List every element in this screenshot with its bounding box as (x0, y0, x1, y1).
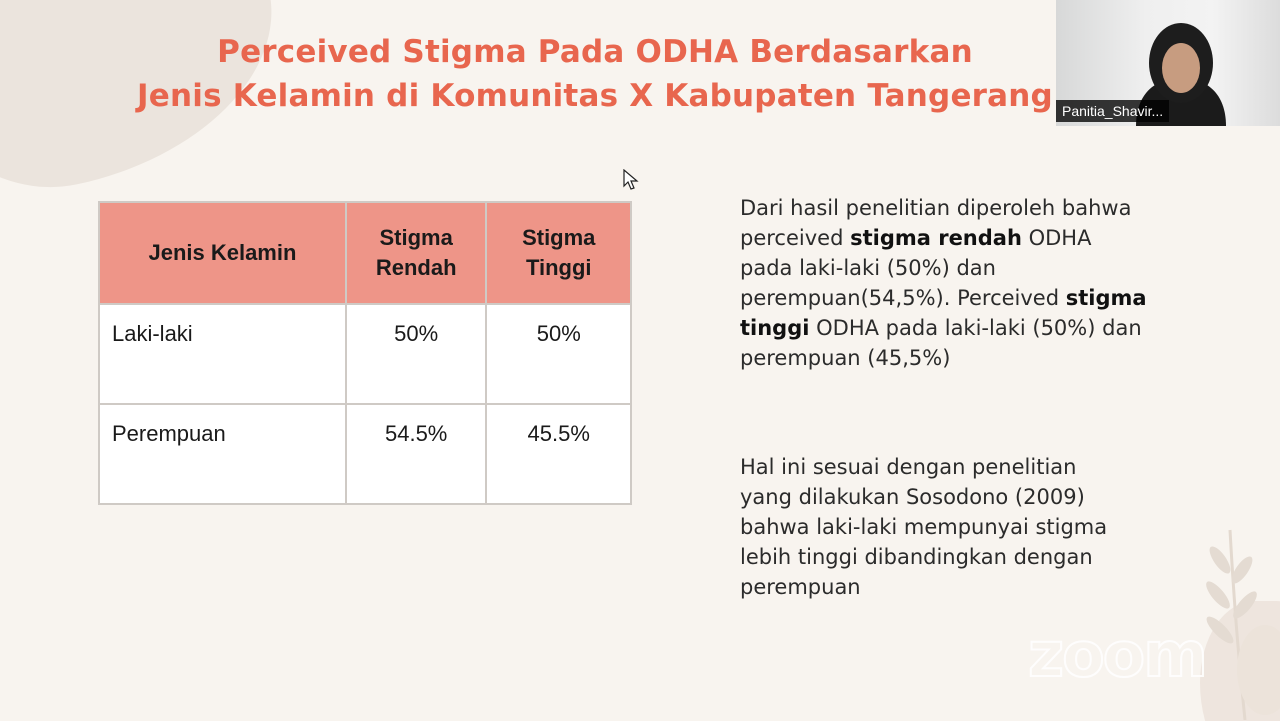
column-header: Stigma Rendah (346, 202, 487, 304)
paragraph-text: Dari hasil penelitian diperoleh bahwa perceived (740, 196, 1132, 250)
table-cell: 50% (486, 304, 631, 404)
participant-video-tile[interactable] (1056, 0, 1280, 126)
paragraph-text: ODHA pada laki-laki (50%) dan perempuan(54,5%). Perceived (740, 226, 1092, 310)
column-header: Jenis Kelamin (99, 202, 346, 304)
table-cell: 50% (346, 304, 487, 404)
table-header-row (99, 202, 631, 304)
participant-name-label: Panitia_Shavir... (1056, 100, 1169, 122)
emphasis-text: stigma rendah (850, 226, 1022, 250)
slide-title-line-2: Jenis Kelamin di Komunitas X Kabupaten Tangerang (137, 78, 1053, 114)
slide-title (0, 30, 1190, 118)
table-cell: Laki-laki (99, 304, 346, 404)
finding-paragraph (740, 193, 1150, 373)
conclusion-paragraph: Hal ini sesuai dengan penelitian yang dilakukan Sosodono (2009) bahwa laki-laki mempunyai stigma lebih tinggi dibandingkan dengan perempuan (740, 455, 1108, 599)
table-cell: Perempuan (99, 404, 346, 504)
zoom-watermark: zoom (1028, 618, 1206, 691)
stigma-table (98, 201, 632, 505)
table-row (99, 404, 631, 504)
paragraph-text: ODHA pada laki-laki (50%) dan perempuan (45,5%) (740, 316, 1142, 370)
slide-title-line-1: Perceived Stigma Pada ODHA Berdasarkan (217, 34, 973, 70)
emphasis-text: stigma tinggi (740, 286, 1147, 340)
column-header: Stigma Tinggi (486, 202, 631, 304)
table-cell: 45.5% (486, 404, 631, 504)
mouse-cursor-icon (623, 169, 639, 191)
table-row (99, 304, 631, 404)
table-cell: 54.5% (346, 404, 487, 504)
